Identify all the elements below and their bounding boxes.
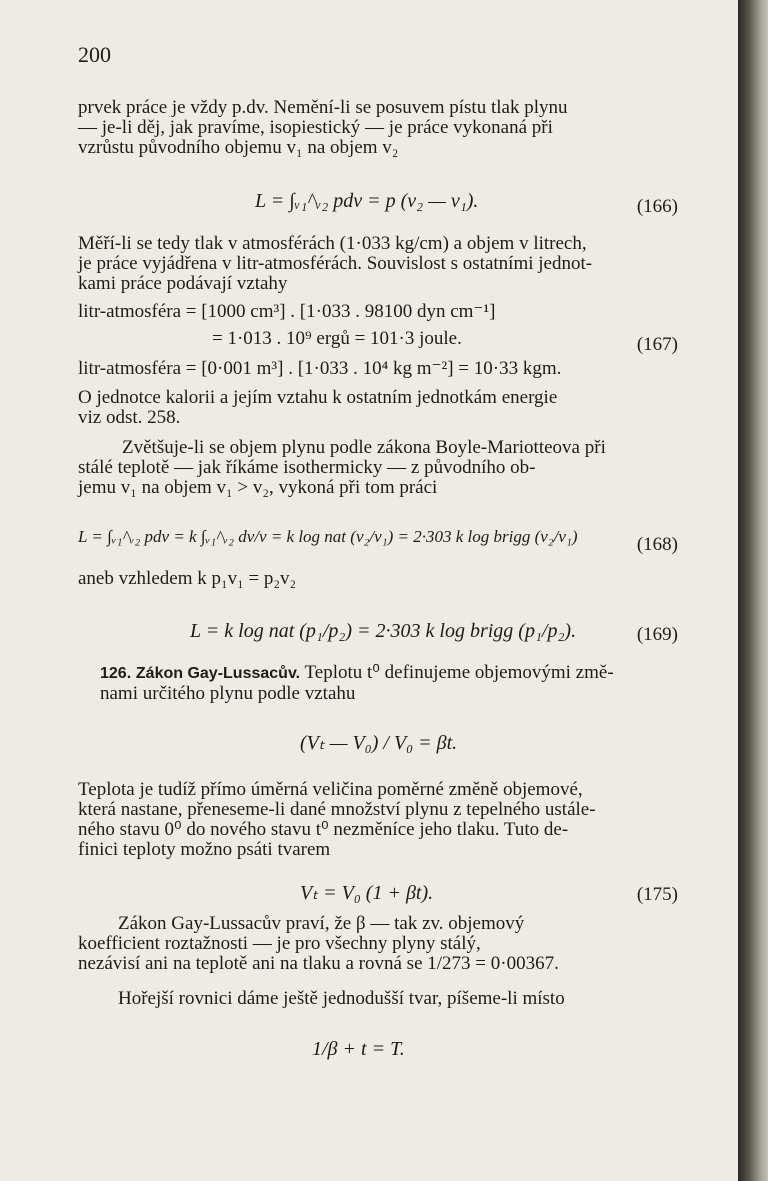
equation-166: L = ∫ᵥ₁^ᵥ₂ pdv = p (v₂ — v₁). [255,190,479,212]
paragraph-simpler-form: Hořejší rovnici dáme ještě jednodušší tvar, píšeme-li místo [118,988,565,1009]
equation-gay-lussac: (Vₜ — V₀) / V₀ = βt. [300,732,458,754]
paragraph-litre-atmosphere: Měří-li se tedy tlak v atmosférách (1·033 kg/cm) a objem v litrech, je práce vyjádřena v litr-atmosférách. Souvislost s ostatními jednot- kami práce podávají vztahy [78,233,593,294]
section-number: 126. [100,665,132,682]
book-spine-shadow [738,0,768,1181]
equation-167-line-1: litr-atmosféra = [1000 cm³] . [1·033 . 98100 dyn cm⁻¹] [78,301,496,322]
section-126 [100,663,690,704]
section-intro-text: Teplotu t⁰ definujeme objemovými změ- nami určitého plynu podle vztahu [100,662,614,704]
paragraph-pv-relation: aneb vzhledem k p₁v₁ = p₂v₂ [78,568,297,589]
equation-168: L = ∫ᵥ₁^ᵥ₂ pdv = k ∫ᵥ₁^ᵥ₂ dv/v = k log nat (v₂/v₁) = 2·303 k log brigg (v₂/v₁) [78,527,578,546]
paragraph-gay-lussac-law: Zákon Gay-Lussacův praví, že β — tak zv. objemový koefficient roztažnosti — je pro všechny plyny stálý, nezávisí ani na teplotě ani na tlaku a rovná se 1/273 = 0·00367. [78,913,559,974]
paragraph-calorie: O jednotce kalorii a jejím vztahu k ostatním jednotkám energie viz odst. 258. [78,387,558,428]
equation-number-168: (168) [636,534,678,555]
equation-absolute-temperature: 1/β + t = T. [312,1038,405,1060]
equation-169: L = k log nat (p₁/p₂) = 2·303 k log brigg (p₁/p₂). [190,620,577,642]
equation-number-175: (175) [636,884,678,905]
equation-167-line-2: = 1·013 . 10⁹ ergů = 101·3 joule. [212,328,462,349]
equation-175: Vₜ = V₀ (1 + βt). [300,882,434,904]
paragraph-boyle-mariotte: Zvětšuje-li se objem plynu podle zákona Boyle-Mariotteova při stálé teplotě — jak říkáme isothermicky — z původního ob- jemu v₁ na objem v₁ > v₂, vykoná při tom práci [78,437,606,498]
equation-number-169: (169) [636,624,678,645]
section-title: Zákon Gay-Lussacův. [135,665,301,682]
paragraph-temperature: Teplota je tudíž přímo úměrná veličina poměrné změně objemové, která nastane, přeneseme-li dané množství plynu z tepelného ustále- ného stavu 0⁰ do nového stavu t⁰ nezměníce jeho tlaku. Tuto de- finici teploty možno psáti tvarem [78,779,596,860]
equation-number-166: (166) [636,196,678,217]
paragraph-isopiestic: prvek práce je vždy p.dv. Nemění-li se posuvem pístu tlak plynu — je-li děj, jak pravíme, isopiestický — je práce vykonaná při vzrůstu původního objemu v₁ na objem v₂ [78,97,568,158]
equation-167-line-3: litr-atmosféra = [0·001 m³] . [1·033 . 10⁴ kg m⁻²] = 10·33 kgm. [78,358,562,379]
equation-number-167: (167) [636,334,678,355]
page-number: 200 [78,42,111,67]
